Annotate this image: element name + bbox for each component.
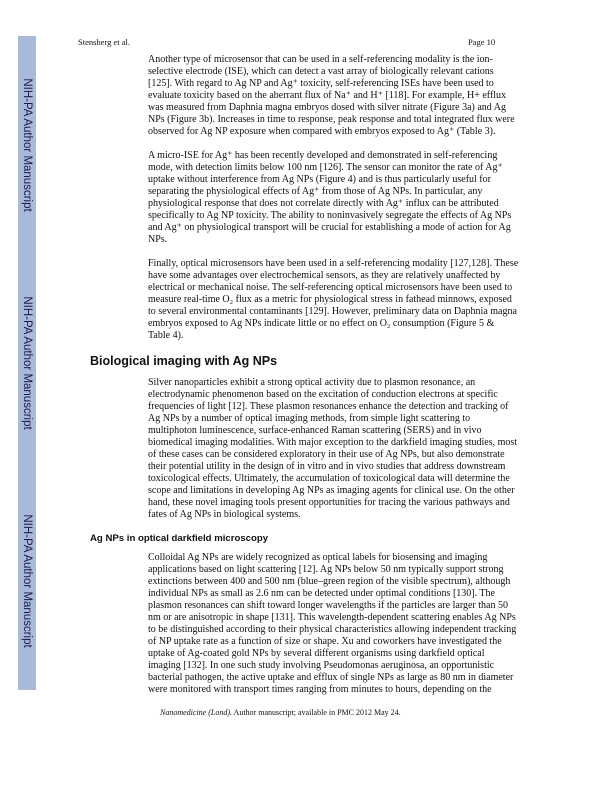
body-text: [90, 54, 590, 718]
sidebar-label: NIH-PA Author Manuscript: [21, 296, 33, 430]
section-heading: Biological imaging with Ag NPs: [90, 354, 278, 368]
text-line: extinctions between 400 and 500 nm (blue–green region of the visible spectrum), although: [148, 576, 511, 587]
text-line: Another type of microsensor that can be used in a self-referencing modality is the ion-: [148, 54, 493, 65]
text-line: uptake without interference from Ag NPs (Figure 4) and is thus particularly useful for: [148, 174, 491, 185]
text-line: embryos exposed to Ag NPs indicate little or no effect on O₂ consumption (Figure 5 &: [148, 318, 495, 329]
journal-name: Nanomedicine (Lond).: [160, 708, 232, 717]
text-line: were monitored with transport times ranging from minutes to hours, depending on the: [148, 684, 492, 695]
running-head-author: Stensberg et al.: [78, 37, 131, 47]
text-line: plasmon resonances can shift toward longer wavelengths if the particles are larger than 50: [148, 600, 508, 611]
text-line: [125]. With regard to Ag NP and Ag⁺ toxicity, self-referencing ISEs have been used to: [148, 78, 494, 89]
paragraph: [148, 150, 590, 246]
text-line: of these cases can be considered exploratory in their use of Ag NPs, but also demonstrate: [148, 449, 505, 460]
text-line: individual NPs as small as 2.6 nm can be detected under optimal conditions [130]. The: [148, 588, 495, 599]
text-line: was measured from Daphnia magna embryos dosed with silver nitrate (Figure 3a) and Ag: [148, 102, 506, 113]
text-line: Table 4).: [148, 330, 184, 341]
text-line: bacterial pathogen, the active uptake and efflux of single NPs as large as 80 nm in diameter: [148, 672, 514, 683]
footer: [160, 708, 590, 718]
paragraph: [148, 258, 590, 342]
text-line: of NP uptake rate as a function of size or shape. Xu and coworkers have investigated the: [148, 636, 502, 647]
text-line: uptake of Ag-coated gold NPs by several different organisms using darkfield optical: [148, 648, 485, 659]
text-line: multiphoton luminescence, surface-enhanced Raman scattering (SERS) and in vivo: [148, 425, 482, 436]
sidebar-banner: [18, 254, 36, 472]
text-line: specifically to Ag NP toxicity. The ability to noninvasively segregate the effects of Ag NPs: [148, 210, 512, 221]
paragraph: [148, 377, 590, 521]
sidebar-label: NIH-PA Author Manuscript: [21, 514, 33, 648]
text-line: their potential utility in the design of in vitro and in vivo studies that address downstream: [148, 461, 506, 472]
text-line: physiological response that does not correlate directly with Ag⁺ influx can be attributed: [148, 198, 499, 209]
text-line: evaluate toxicity based on the aberrant flux of Na⁺ and H⁺ [118]. For example, H+ efflux: [148, 90, 507, 101]
text-line: NPs.: [148, 234, 168, 245]
text-line: A micro-ISE for Ag⁺ has been recently developed and demonstrated in self-referencing: [148, 150, 498, 161]
text-line: applications based on light scattering [12]. Ag NPs below 50 nm typically support strong: [148, 564, 504, 575]
text-line: Colloidal Ag NPs are widely recognized as optical labels for biosensing and imaging: [148, 552, 488, 563]
text-line: separating the physiological effects of Ag⁺ from those of Ag NPs. In particular, any: [148, 186, 483, 197]
text-line: have some advantages over electrochemical sensors, as they are relatively unaffected by: [148, 270, 501, 281]
text-line: toxicological effects. Ultimately, the accumulation of toxicological data will determine the: [148, 473, 510, 484]
footer-text: Author manuscript; available in PMC 2012 May 24.: [232, 708, 401, 717]
sidebar-banner: [18, 36, 36, 254]
sidebar-label: NIH-PA Author Manuscript: [21, 78, 33, 212]
text-line: Finally, optical microsensors have been used in a self-referencing modality [127,128]. These: [148, 258, 519, 269]
text-line: measure real-time O₂ flux as a metric for physiological stress in fathead minnows, exposed: [148, 294, 512, 305]
text-line: Silver nanoparticles exhibit a strong optical activity due to plasmon resonance, an: [148, 377, 476, 388]
text-line: and Ag⁺ on physiological transport will be crucial for establishing a mode of action for Ag: [148, 222, 511, 233]
text-line: electrical or mechanical noise. The self-referencing optical microsensors have been used to: [148, 282, 513, 293]
text-line: biomedical imaging modalities. With major exception to the darkfield imaging studies, most: [148, 437, 518, 448]
paragraph: [148, 54, 590, 138]
text-line: nm or are anisotropic in shape [131]. This wavelength-dependent scattering enables Ag NPs: [148, 612, 516, 623]
text-line: electrodynamic phenomenon based on the excitation of conduction electrons at specific: [148, 389, 498, 400]
text-line: selective electrode (ISE), which can detect a vast array of biologically relevant cations: [148, 66, 494, 77]
text-line: fates of Ag NPs in biological systems.: [148, 509, 301, 520]
text-line: NPs (Figure 3b). Increases in time to response, peak response and total integrated flux were: [148, 114, 515, 125]
text-line: Ag NPs by a number of optical imaging methods, from simple light scattering to: [148, 413, 471, 424]
text-line: imaging [132]. In one such study involving Pseudomonas aeruginosa, an opportunistic: [148, 660, 495, 671]
text-line: hand, these novel imaging tools present opportunities for tracing the various pathways and: [148, 497, 510, 508]
text-line: mode, with detection limits below 100 nm [126]. The sensor can monitor the rate of Ag⁺: [148, 162, 503, 173]
sidebar-banner: [18, 472, 36, 690]
text-line: frequencies of light [12]. These plasmon resonances enhance the detection and tracking of: [148, 401, 509, 412]
text-line: observed for Ag NP exposure when compared with embryos exposed to Ag⁺ (Table 3).: [148, 126, 496, 137]
page-number: Page 10: [468, 37, 496, 47]
subsection-heading: Ag NPs in optical darkfield microscopy: [90, 533, 269, 544]
text-line: to several environmental contaminants [129]. However, preliminary data on Daphnia magna: [148, 306, 517, 317]
text-line: to be distinguished according to their physical characteristics allowing independent tracking: [148, 624, 517, 635]
paragraph: [148, 552, 590, 696]
text-line: scope and limitations in developing Ag NPs as imaging agents for clinical use. On the other: [148, 485, 515, 496]
